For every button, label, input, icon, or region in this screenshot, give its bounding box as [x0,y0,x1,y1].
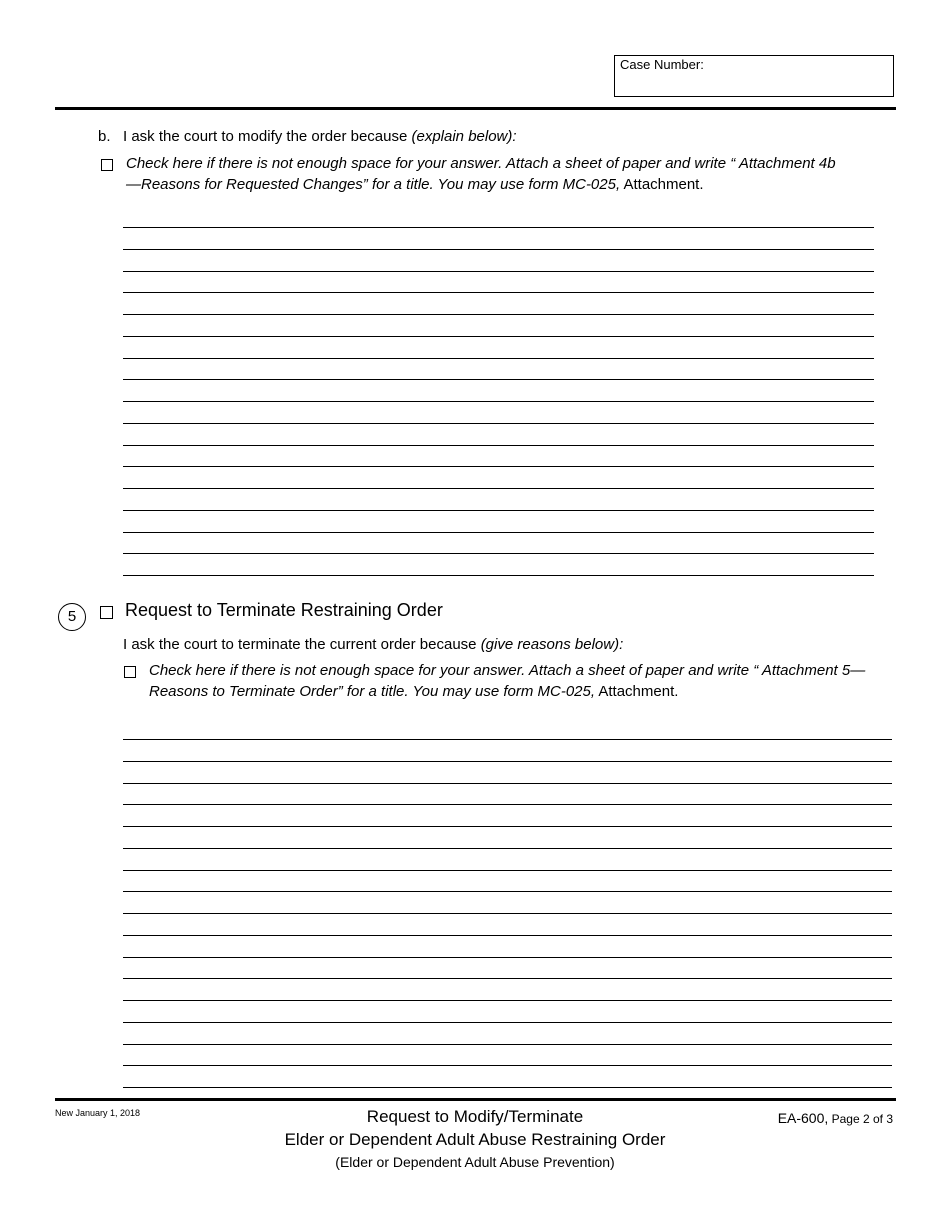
writing-line [123,1065,892,1066]
case-number-box[interactable] [614,55,894,97]
writing-line [123,249,874,250]
writing-line [123,1022,892,1023]
writing-line [123,783,892,784]
form-number: EA-600, [777,1110,829,1126]
writing-line [123,761,892,762]
attachment-5-line2-tail: Attachment. [595,683,679,700]
attachment-4b-line2 [126,174,836,195]
writing-line [123,401,874,402]
header-divider [55,107,896,110]
page-number: Page 2 of 3 [828,1112,893,1126]
attachment-4b-line2-text: —Reasons for Requested Changes” for a title. You may use form MC-025, [126,176,621,193]
writing-line [123,870,892,871]
writing-line [123,445,874,446]
writing-line [123,553,874,554]
revision-date: New January 1, 2018 [55,1108,141,1118]
writing-line [123,1044,892,1045]
writing-line [123,891,892,892]
item-4b-letter: b. [98,128,111,145]
writing-line [123,739,892,740]
writing-line [123,227,874,228]
attachment-5-checkbox[interactable] [124,666,136,678]
writing-line [123,292,874,293]
attachment-4b-line1: Check here if there is not enough space for your answer. Attach a sheet of paper and write “ Attachment 4b [126,155,836,172]
writing-line [123,826,892,827]
attachment-5-instructions [149,660,865,702]
writing-line [123,466,874,467]
form-page-info [778,1110,893,1126]
writing-line [123,1000,892,1001]
item-5-prompt [123,636,623,653]
item-4b-prompt [123,128,517,145]
writing-line [123,978,892,979]
writing-line [123,314,874,315]
footer-title-line3: (Elder or Dependent Adult Abuse Prevention) [335,1154,615,1170]
writing-line [123,379,874,380]
writing-line [123,935,892,936]
writing-line [123,848,892,849]
writing-line [123,423,874,424]
item-4b-prompt-hint: (explain below): [411,128,517,145]
writing-line [123,532,874,533]
terminate-order-checkbox[interactable] [100,606,113,619]
attachment-4b-checkbox[interactable] [101,159,113,171]
item-5-prompt-text: I ask the court to terminate the current order because [123,636,481,653]
writing-line [123,804,892,805]
attachment-5-line1: Check here if there is not enough space for your answer. Attach a sheet of paper and write “ Attachment 5— [149,662,866,679]
footer-title-line1: Request to Modify/Terminate [366,1107,584,1126]
writing-line [123,358,874,359]
writing-line [123,336,874,337]
writing-line [123,510,874,511]
writing-line [123,271,874,272]
footer-divider [55,1098,896,1101]
footer-title-line2: Elder or Dependent Adult Abuse Restraining Order [284,1130,666,1149]
writing-line [123,575,874,576]
attachment-5-line2 [149,681,865,702]
item-4b-prompt-text: I ask the court to modify the order because [123,128,412,145]
writing-line [123,488,874,489]
section-5-title: Request to Terminate Restraining Order [125,600,443,620]
case-number-label: Case Number: [620,57,704,72]
writing-line [123,1087,892,1088]
attachment-4b-instructions [126,153,836,195]
writing-line [123,913,892,914]
item-5-prompt-hint: (give reasons below): [480,636,624,653]
attachment-4b-line2-tail: Attachment. [620,176,704,193]
attachment-5-line2-text: Reasons to Terminate Order” for a title. You may use form MC-025, [149,683,596,700]
item-number-5: 5 [58,603,86,631]
writing-line [123,957,892,958]
